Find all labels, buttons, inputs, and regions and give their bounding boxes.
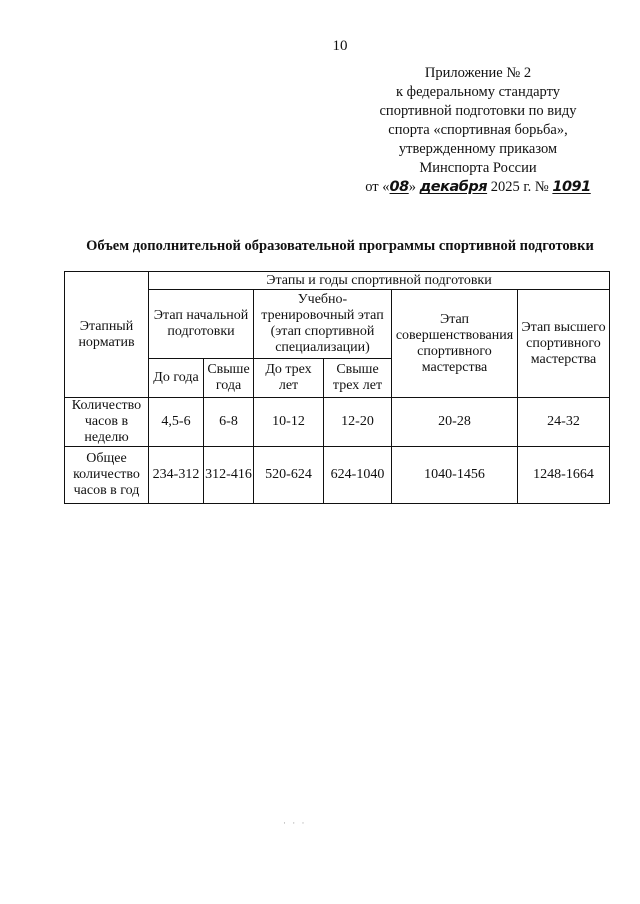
date-prefix: от « [365,179,390,195]
norms-table [64,271,610,504]
table-cell: 4,5-6 [149,398,204,447]
table-cell: 520-624 [254,447,324,504]
table-cell: 234-312 [149,447,204,504]
row-label-cell: Количество часов в неделю [65,398,149,447]
table-header-row [65,272,610,290]
row-header-cell: Этапный норматив [65,272,149,398]
appendix-line: спортивной подготовки по виду [379,103,577,119]
handwritten-order-number: 1091 [552,179,591,195]
subheader-cell: До трех лет [254,359,324,398]
row-label-cell: Общее количество часов в год [65,447,149,504]
scan-artifact: · · · [283,818,307,828]
appendix-line: к федеральному стандарту [396,84,560,100]
subheader-cell: До года [149,359,204,398]
table-row [65,447,610,504]
table-cell: 24-32 [518,398,610,447]
appendix-line: спорта «спортивная борьба», [388,122,568,138]
table-cell: 20-28 [392,398,518,447]
table-cell: 312-416 [204,447,254,504]
table-cell: 10-12 [254,398,324,447]
date-year: 2025 г. № [490,179,549,195]
table-row [65,398,610,447]
group-header-cell: Этапы и годы спортивной подготовки [149,272,610,290]
subheader-cell: Свыше года [204,359,254,398]
page-number: 10 [332,38,348,54]
subheader-cell: Свыше трех лет [324,359,392,398]
table-cell: 1040-1456 [392,447,518,504]
handwritten-month: декабря [419,179,488,195]
appendix-line: утвержденному приказом [398,141,558,157]
appendix-block [360,64,596,197]
stage-higher-header: Этап высшего спортивного мастерства [518,290,610,398]
stage-initial-header: Этап начальной подготовки [149,290,254,359]
handwritten-day: 08 [389,179,409,195]
document-title: Объем дополнительной образовательной программы спортивной подготовки [86,238,594,254]
table-cell: 12-20 [324,398,392,447]
stage-improvement-header: Этап совершенствования спортивного мастерства [392,290,518,398]
date-quote-close: » [408,179,416,195]
stage-training-header: Учебно-тренировочный этап (этап спортивной специализации) [254,290,392,359]
table-cell: 6-8 [204,398,254,447]
appendix-line: Приложение № 2 [424,65,532,81]
order-date-line [360,178,596,197]
table-cell: 624-1040 [324,447,392,504]
appendix-line: Минспорта России [419,160,537,176]
table-cell: 1248-1664 [518,447,610,504]
